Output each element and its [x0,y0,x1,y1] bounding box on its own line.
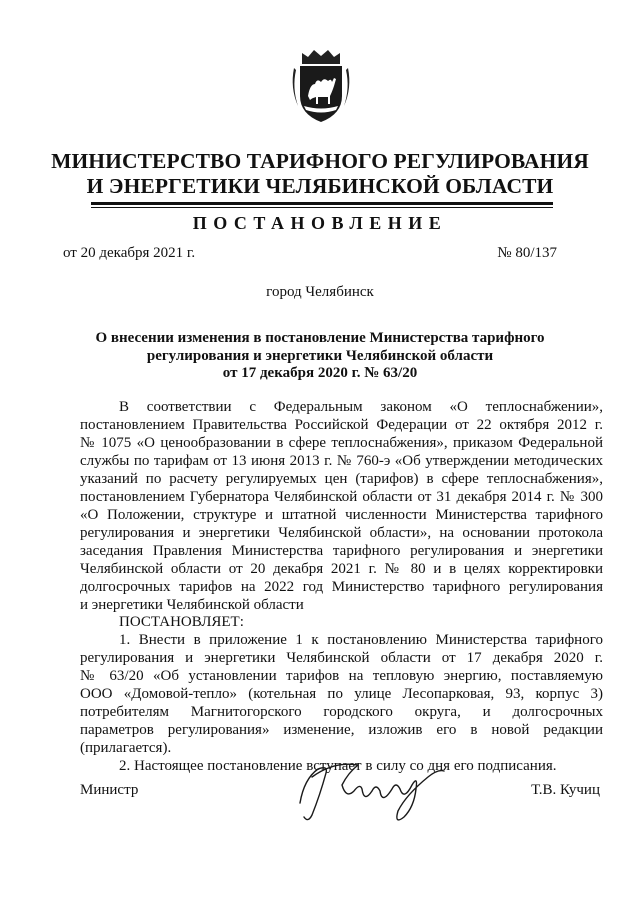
body-line: заседания Правления Министерства тарифного регулирования и энергетики [80,543,603,559]
decree-keyword: ПОСТАНОВЛЯЕТ: [119,614,244,630]
body-line: параметров регулирования» изменение, изложив его в новой редакции [80,722,603,738]
subject-line: от 17 декабря 2020 г. № 63/20 [222,365,418,381]
body-line: 1. Внести в приложение 1 к постановлению Министерства тарифного [119,632,603,648]
chelyabinsk-coat-of-arms-icon [288,48,354,126]
signer-name: Т.В. Кучиц [531,782,600,798]
subject-line: О внесении изменения в постановление Министерства тарифного [95,330,545,346]
header-divider-thick [91,202,553,205]
body-line: регулирования и энергетики Челябинской области», на основании протокола [80,525,603,541]
body-line: № 63/20 «Об установлении тарифов на тепловую энергию, поставляемую [80,668,603,684]
body-line: постановлением Губернатора Челябинской области от 31 декабря 2014 г. № 300 [80,489,603,505]
body-line: № 1075 «О ценообразовании в сфере теплоснабжения», приказом Федеральной [80,435,603,451]
header-divider-thin [91,207,553,208]
body-line: ООО «Домовой-тепло» (котельная по улице Лесопарковая, 93, корпус 3) [80,686,603,702]
body-line: В соответствии с Федеральным законом «О теплоснабжении», [119,399,603,415]
body-line: (прилагается). [80,740,172,756]
subject-line: регулирования и энергетики Челябинской области [146,347,494,364]
handwritten-signature [288,755,458,830]
body-line: указаний по расчету регулируемых цен (тарифов) в сфере теплоснабжения», [80,471,603,487]
document-date: от 20 декабря 2021 г. [63,245,196,261]
body-line: регулирования и энергетики Челябинской области от 17 декабря 2020 г. [80,650,603,666]
ministry-name-line1: МИНИСТЕРСТВО ТАРИФНОГО РЕГУЛИРОВАНИЯ [51,149,589,173]
body-line: Челябинской области от 20 декабря 2021 г. № 80 и в целях корректировки [80,561,603,577]
body-line: «О Положении, структуре и штатной численности Министерства тарифного [80,507,603,523]
document-city: город Челябинск [266,284,374,300]
body-line: потребителям Магнитогорского городского округа, и долгосрочных [80,704,603,720]
body-line: и энергетики Челябинской области [80,597,304,613]
body-line: 2. Настоящее постановление вступает в силу со дня его подписания. [119,758,557,774]
document-type: ПОСТАНОВЛЕНИЕ [192,213,448,233]
body-line: постановлением Правительства Российской Федерации от 22 октября 2012 г. [80,417,603,433]
body-line: службы по тарифам от 13 июня 2013 г. № 760-э «Об утверждении методических [80,453,603,469]
document-subject [80,330,560,383]
ministry-name-line2: И ЭНЕРГЕТИКИ ЧЕЛЯБИНСКОЙ ОБЛАСТИ [86,174,554,198]
signer-title: Министр [80,782,139,798]
document-number: № 80/137 [497,245,557,261]
body-line: долгосрочных тарифов на 2022 год Министерство тарифного регулирования [80,579,603,595]
